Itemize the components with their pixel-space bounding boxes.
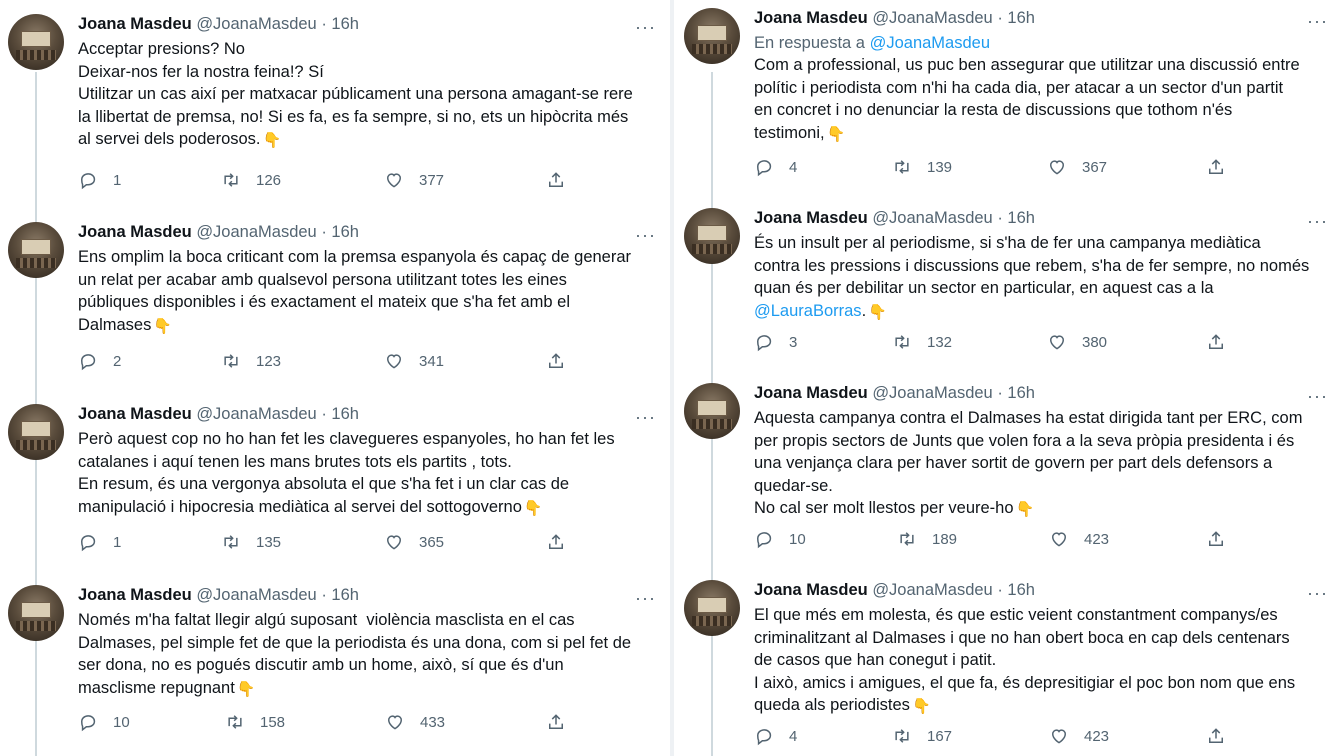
reply-context [754, 32, 1310, 54]
retweet-icon [892, 157, 912, 177]
author-handle[interactable]: @JoanaMasdeu [196, 405, 317, 423]
author-handle[interactable]: @JoanaMasdeu [872, 9, 993, 27]
like-button[interactable] [1049, 529, 1109, 549]
retweet-button[interactable] [225, 712, 285, 732]
timestamp[interactable]: 16h [331, 15, 359, 33]
author-handle[interactable]: @JoanaMasdeu [872, 581, 993, 599]
pointing-down-hand-emoji-icon: 👇 [523, 499, 543, 517]
timestamp[interactable]: 16h [1007, 9, 1035, 27]
tweet-text-line: Dalmases [78, 315, 152, 334]
tweet-text-line: Ens omplim la boca criticant com la premsa espanyola és capaç de generar [78, 248, 632, 266]
tweet-text-line: masclisme repugnant [78, 678, 235, 697]
mention-link[interactable]: @LauraBorras [754, 301, 862, 320]
reply-bubble-icon [754, 332, 774, 352]
more-horizontal-icon[interactable]: ··· [1307, 583, 1328, 603]
tweet-header [78, 400, 638, 428]
pointing-down-hand-emoji-icon: 👇 [868, 303, 887, 321]
heart-icon [1049, 529, 1069, 549]
pointing-down-hand-emoji-icon: 👇 [1015, 501, 1035, 519]
tweet-text-line: Deixar-nos fer la nostra feina!? Sí [78, 62, 324, 81]
tweet-text [78, 428, 638, 520]
tweet-text-line: un relat per acabar amb qualsevol persona utilitzant totes les eines [78, 270, 567, 289]
tweet-actions [754, 157, 1310, 179]
tweet-text [754, 232, 1310, 324]
reply-count: 1 [113, 171, 122, 189]
retweet-count: 126 [256, 171, 282, 189]
heart-icon [385, 712, 405, 732]
author-name[interactable]: Joana Masdeu [754, 209, 868, 227]
share-button[interactable] [1206, 726, 1226, 746]
tweet-actions [754, 529, 1310, 551]
tweet[interactable] [0, 390, 668, 570]
tweet-header [754, 576, 1310, 604]
tweet-text-line: públiques disponibles i és exactament el mateix que s'ha fet amb el [78, 293, 571, 312]
reply-bubble-icon [78, 712, 98, 732]
like-button[interactable] [384, 351, 444, 371]
heart-icon [384, 351, 404, 371]
author-name[interactable]: Joana Masdeu [754, 9, 868, 27]
pointing-down-hand-emoji-icon: 👇 [236, 680, 256, 698]
separator-dot: · [997, 209, 1003, 227]
tweet-text-line: quan és per debilitar un sector en particular, en aquest cas a la [754, 279, 1214, 298]
pointing-down-hand-emoji-icon: 👇 [153, 317, 173, 335]
timestamp[interactable]: 16h [1007, 581, 1035, 599]
heart-icon [1049, 726, 1069, 746]
tweet-text-line: En resum, és una vergonya absoluta el que s'ha fet i un clar cas de [78, 475, 570, 494]
share-button[interactable] [546, 532, 566, 552]
like-count: 423 [1084, 727, 1110, 745]
heart-icon [384, 170, 404, 190]
like-button[interactable] [1049, 726, 1109, 746]
author-handle[interactable]: @JoanaMasdeu [196, 223, 317, 241]
share-upload-icon [1206, 726, 1226, 746]
tweet-text-line: I això, amics i amigues, el que fa, és depresitigiar el poc bon nom que ens [754, 673, 1296, 692]
retweet-icon [892, 726, 912, 746]
reply-bubble-icon [78, 170, 98, 190]
reply-button[interactable] [754, 529, 806, 549]
tweet-text-line: És un insult per al periodisme, si s'ha de fer una campanya mediàtica [754, 234, 1261, 252]
reply-prefix: En respuesta a [754, 34, 865, 52]
retweet-button[interactable] [221, 532, 281, 552]
reply-button[interactable] [78, 170, 121, 190]
author-name[interactable]: Joana Masdeu [78, 586, 192, 604]
reply-bubble-icon [78, 532, 98, 552]
author-name[interactable]: Joana Masdeu [78, 15, 192, 33]
tweet-text [78, 38, 638, 153]
share-button[interactable] [1206, 157, 1226, 177]
separator-dot: · [997, 384, 1003, 402]
tweet-text-line: Només m'ha faltat llegir algú suposant violència masclista en el cas [78, 611, 575, 629]
tweet-text-line: ser dona, no es pogués discutir amb un home, això, sí que és d'un [78, 656, 564, 675]
share-upload-icon [1206, 157, 1226, 177]
tweet-header [754, 204, 1310, 232]
tweet-text-line: al servei dels poderosos. [78, 130, 261, 149]
tweet-header [78, 10, 638, 38]
tweet-text-line: una venjança clara per haver sortit de govern per part dels defensors a [754, 454, 1273, 473]
share-button[interactable] [1206, 332, 1226, 352]
timestamp[interactable]: 16h [331, 405, 359, 423]
left-thread-column [0, 0, 668, 756]
avatar[interactable] [684, 8, 740, 64]
tweet-text-line: de casos que han conegut i patit. [754, 651, 997, 670]
tweet-text-line: catalanes i aquí tenen les mans brutes tots els partits , tots. [78, 452, 512, 471]
tweet-text-line: en concret i no denunciar la resta de discussions que tothom n'és [754, 101, 1233, 120]
tweet[interactable] [676, 194, 1340, 374]
author-handle[interactable]: @JoanaMasdeu [196, 586, 317, 604]
share-upload-icon [546, 712, 566, 732]
reply-bubble-icon [754, 529, 774, 549]
avatar[interactable] [8, 222, 64, 278]
tweet-text-line: Com a professional, us puc ben assegurar que utilitzar una discussió entre [754, 56, 1300, 74]
like-count: 365 [419, 533, 445, 551]
like-count: 380 [1082, 333, 1108, 351]
like-count: 377 [419, 171, 445, 189]
reply-count: 10 [113, 713, 130, 731]
reply-button[interactable] [78, 532, 121, 552]
reply-count: 2 [113, 352, 122, 370]
share-upload-icon [546, 532, 566, 552]
retweet-button[interactable] [221, 351, 281, 371]
tweet-actions [754, 332, 1310, 354]
share-button[interactable] [546, 351, 566, 371]
more-horizontal-icon[interactable]: ··· [1307, 386, 1328, 406]
like-button[interactable] [384, 170, 444, 190]
pointing-down-hand-emoji-icon: 👇 [262, 132, 282, 150]
tweet-text-line: No cal ser molt llestos per veure-ho [754, 499, 1014, 518]
tweet-text [78, 609, 638, 701]
share-button[interactable] [546, 712, 566, 732]
like-button[interactable] [1047, 332, 1107, 352]
like-count: 423 [1084, 530, 1110, 548]
reply-bubble-icon [78, 351, 98, 371]
retweet-button[interactable] [892, 726, 952, 746]
tweet-text-line: criminalitzant al Dalmases i que no han obert boca en cap dels centenars [754, 628, 1290, 647]
separator-dot: · [997, 581, 1003, 599]
mention-suffix: . [861, 301, 867, 320]
reply-bubble-icon [754, 726, 774, 746]
retweet-button[interactable] [221, 170, 281, 190]
like-button[interactable] [385, 712, 445, 732]
separator-dot: · [321, 15, 327, 33]
author-name[interactable]: Joana Masdeu [754, 581, 868, 599]
tweet-text [754, 604, 1310, 719]
tweet-header [78, 581, 638, 609]
author-handle[interactable]: @JoanaMasdeu [196, 15, 317, 33]
tweet[interactable] [0, 0, 668, 200]
avatar[interactable] [8, 14, 64, 70]
like-count: 433 [420, 713, 446, 731]
heart-icon [384, 532, 404, 552]
like-button[interactable] [384, 532, 444, 552]
reply-count: 4 [789, 727, 798, 745]
reply-button[interactable] [78, 351, 121, 371]
tweet[interactable] [676, 369, 1340, 569]
reply-mention-link[interactable]: @JoanaMasdeu [869, 34, 991, 52]
tweet-actions [78, 532, 638, 554]
avatar[interactable] [684, 208, 740, 264]
retweet-icon [225, 712, 245, 732]
reply-bubble-icon [754, 157, 774, 177]
pointing-down-hand-emoji-icon: 👇 [826, 125, 846, 143]
tweet-actions [78, 712, 638, 734]
pointing-down-hand-emoji-icon: 👇 [911, 698, 931, 716]
tweet-text-line: queda als periodistes [754, 696, 910, 715]
retweet-count: 167 [927, 727, 953, 745]
retweet-button[interactable] [897, 529, 957, 549]
timestamp[interactable]: 16h [1007, 209, 1035, 227]
timestamp[interactable]: 16h [331, 586, 359, 604]
like-count: 367 [1082, 158, 1108, 176]
avatar[interactable] [8, 585, 64, 641]
tweet-text-line: polític i periodista com n'hi ha cada dia, per atacar a un sector d'un partit [754, 78, 1284, 97]
reply-count: 10 [789, 530, 806, 548]
tweet-text-line: per propis sectors de Junts que volen fora a la seva pròpia presidenta i és [754, 431, 1295, 450]
tweet[interactable] [0, 208, 668, 388]
tweet-header [754, 4, 1310, 32]
author-handle[interactable]: @JoanaMasdeu [872, 209, 993, 227]
retweet-icon [892, 332, 912, 352]
author-name[interactable]: Joana Masdeu [78, 405, 192, 423]
retweet-count: 135 [256, 533, 282, 551]
retweet-icon [221, 351, 241, 371]
reply-button[interactable] [754, 726, 797, 746]
more-horizontal-icon[interactable]: ··· [635, 225, 656, 245]
reply-count: 4 [789, 158, 798, 176]
tweet-text-line: manipulació i hipocresia mediàtica al servei del sottogoverno [78, 497, 522, 516]
share-upload-icon [1206, 529, 1226, 549]
heart-icon [1047, 332, 1067, 352]
column-divider [670, 0, 674, 756]
share-button[interactable] [1206, 529, 1226, 549]
share-button[interactable] [546, 170, 566, 190]
avatar[interactable] [8, 404, 64, 460]
reply-button[interactable] [78, 712, 130, 732]
tweet-actions [754, 726, 1310, 748]
tweet-text-line: testimoni, [754, 123, 825, 142]
share-upload-icon [546, 351, 566, 371]
tweet-text-line: contra les pressions i discussions que rebem, s'ha de fer sempre, no només [754, 256, 1310, 275]
tweet[interactable] [676, 566, 1340, 756]
right-thread-column [676, 0, 1340, 756]
tweet[interactable] [676, 0, 1340, 194]
more-horizontal-icon[interactable]: ··· [635, 17, 656, 37]
separator-dot: · [997, 9, 1003, 27]
author-name[interactable]: Joana Masdeu [78, 223, 192, 241]
like-button[interactable] [1047, 157, 1107, 177]
tweet-text-line: Utilitzar un cas així per matxacar públicament una persona amagant-se rere [78, 85, 633, 104]
retweet-icon [221, 170, 241, 190]
tweet-actions [78, 351, 638, 373]
tweet-actions [78, 170, 638, 192]
like-count: 341 [419, 352, 445, 370]
retweet-button[interactable] [892, 332, 952, 352]
tweet-text [754, 407, 1310, 522]
tweet-text-line: Però aquest cop no ho han fet les clavegueres espanyoles, ho han fet les [78, 430, 615, 448]
tweet-header [754, 379, 1310, 407]
retweet-count: 132 [927, 333, 953, 351]
separator-dot: · [321, 586, 327, 604]
retweet-button[interactable] [892, 157, 952, 177]
more-horizontal-icon[interactable]: ··· [1307, 11, 1328, 31]
avatar[interactable] [684, 383, 740, 439]
retweet-count: 189 [932, 530, 958, 548]
author-name[interactable]: Joana Masdeu [754, 384, 868, 402]
timestamp[interactable]: 16h [331, 223, 359, 241]
author-handle[interactable]: @JoanaMasdeu [872, 384, 993, 402]
share-upload-icon [546, 170, 566, 190]
tweet-text-line: Acceptar presions? No [78, 40, 245, 58]
share-upload-icon [1206, 332, 1226, 352]
more-horizontal-icon[interactable]: ··· [635, 588, 656, 608]
retweet-count: 158 [260, 713, 286, 731]
retweet-count: 139 [927, 158, 953, 176]
tweet-text-line: Aquesta campanya contra el Dalmases ha estat dirigida tant per ERC, com [754, 409, 1303, 427]
separator-dot: · [321, 405, 327, 423]
retweet-icon [897, 529, 917, 549]
tweet-text [78, 246, 638, 338]
more-horizontal-icon[interactable]: ··· [635, 407, 656, 427]
retweet-count: 123 [256, 352, 282, 370]
reply-button[interactable] [754, 332, 797, 352]
avatar[interactable] [684, 580, 740, 636]
tweet-text-line: El que més em molesta, és que estic veient constantment companys/es [754, 606, 1278, 624]
heart-icon [1047, 157, 1067, 177]
tweet-header [78, 218, 638, 246]
tweet-text-line: Dalmases, pel simple fet de que la periodista és una dona, com si pel fet de [78, 633, 632, 652]
tweet-text-line: quedar-se. [754, 476, 833, 495]
reply-button[interactable] [754, 157, 797, 177]
retweet-icon [221, 532, 241, 552]
timestamp[interactable]: 16h [1007, 384, 1035, 402]
tweet-text [754, 54, 1310, 146]
reply-count: 1 [113, 533, 122, 551]
more-horizontal-icon[interactable]: ··· [1307, 211, 1328, 231]
reply-count: 3 [789, 333, 798, 351]
tweet-text-line: la llibertat de premsa, no! Si es fa, es fa sempre, si no, ets un hipòcrita més [78, 107, 629, 126]
tweet[interactable] [0, 571, 668, 756]
separator-dot: · [321, 223, 327, 241]
